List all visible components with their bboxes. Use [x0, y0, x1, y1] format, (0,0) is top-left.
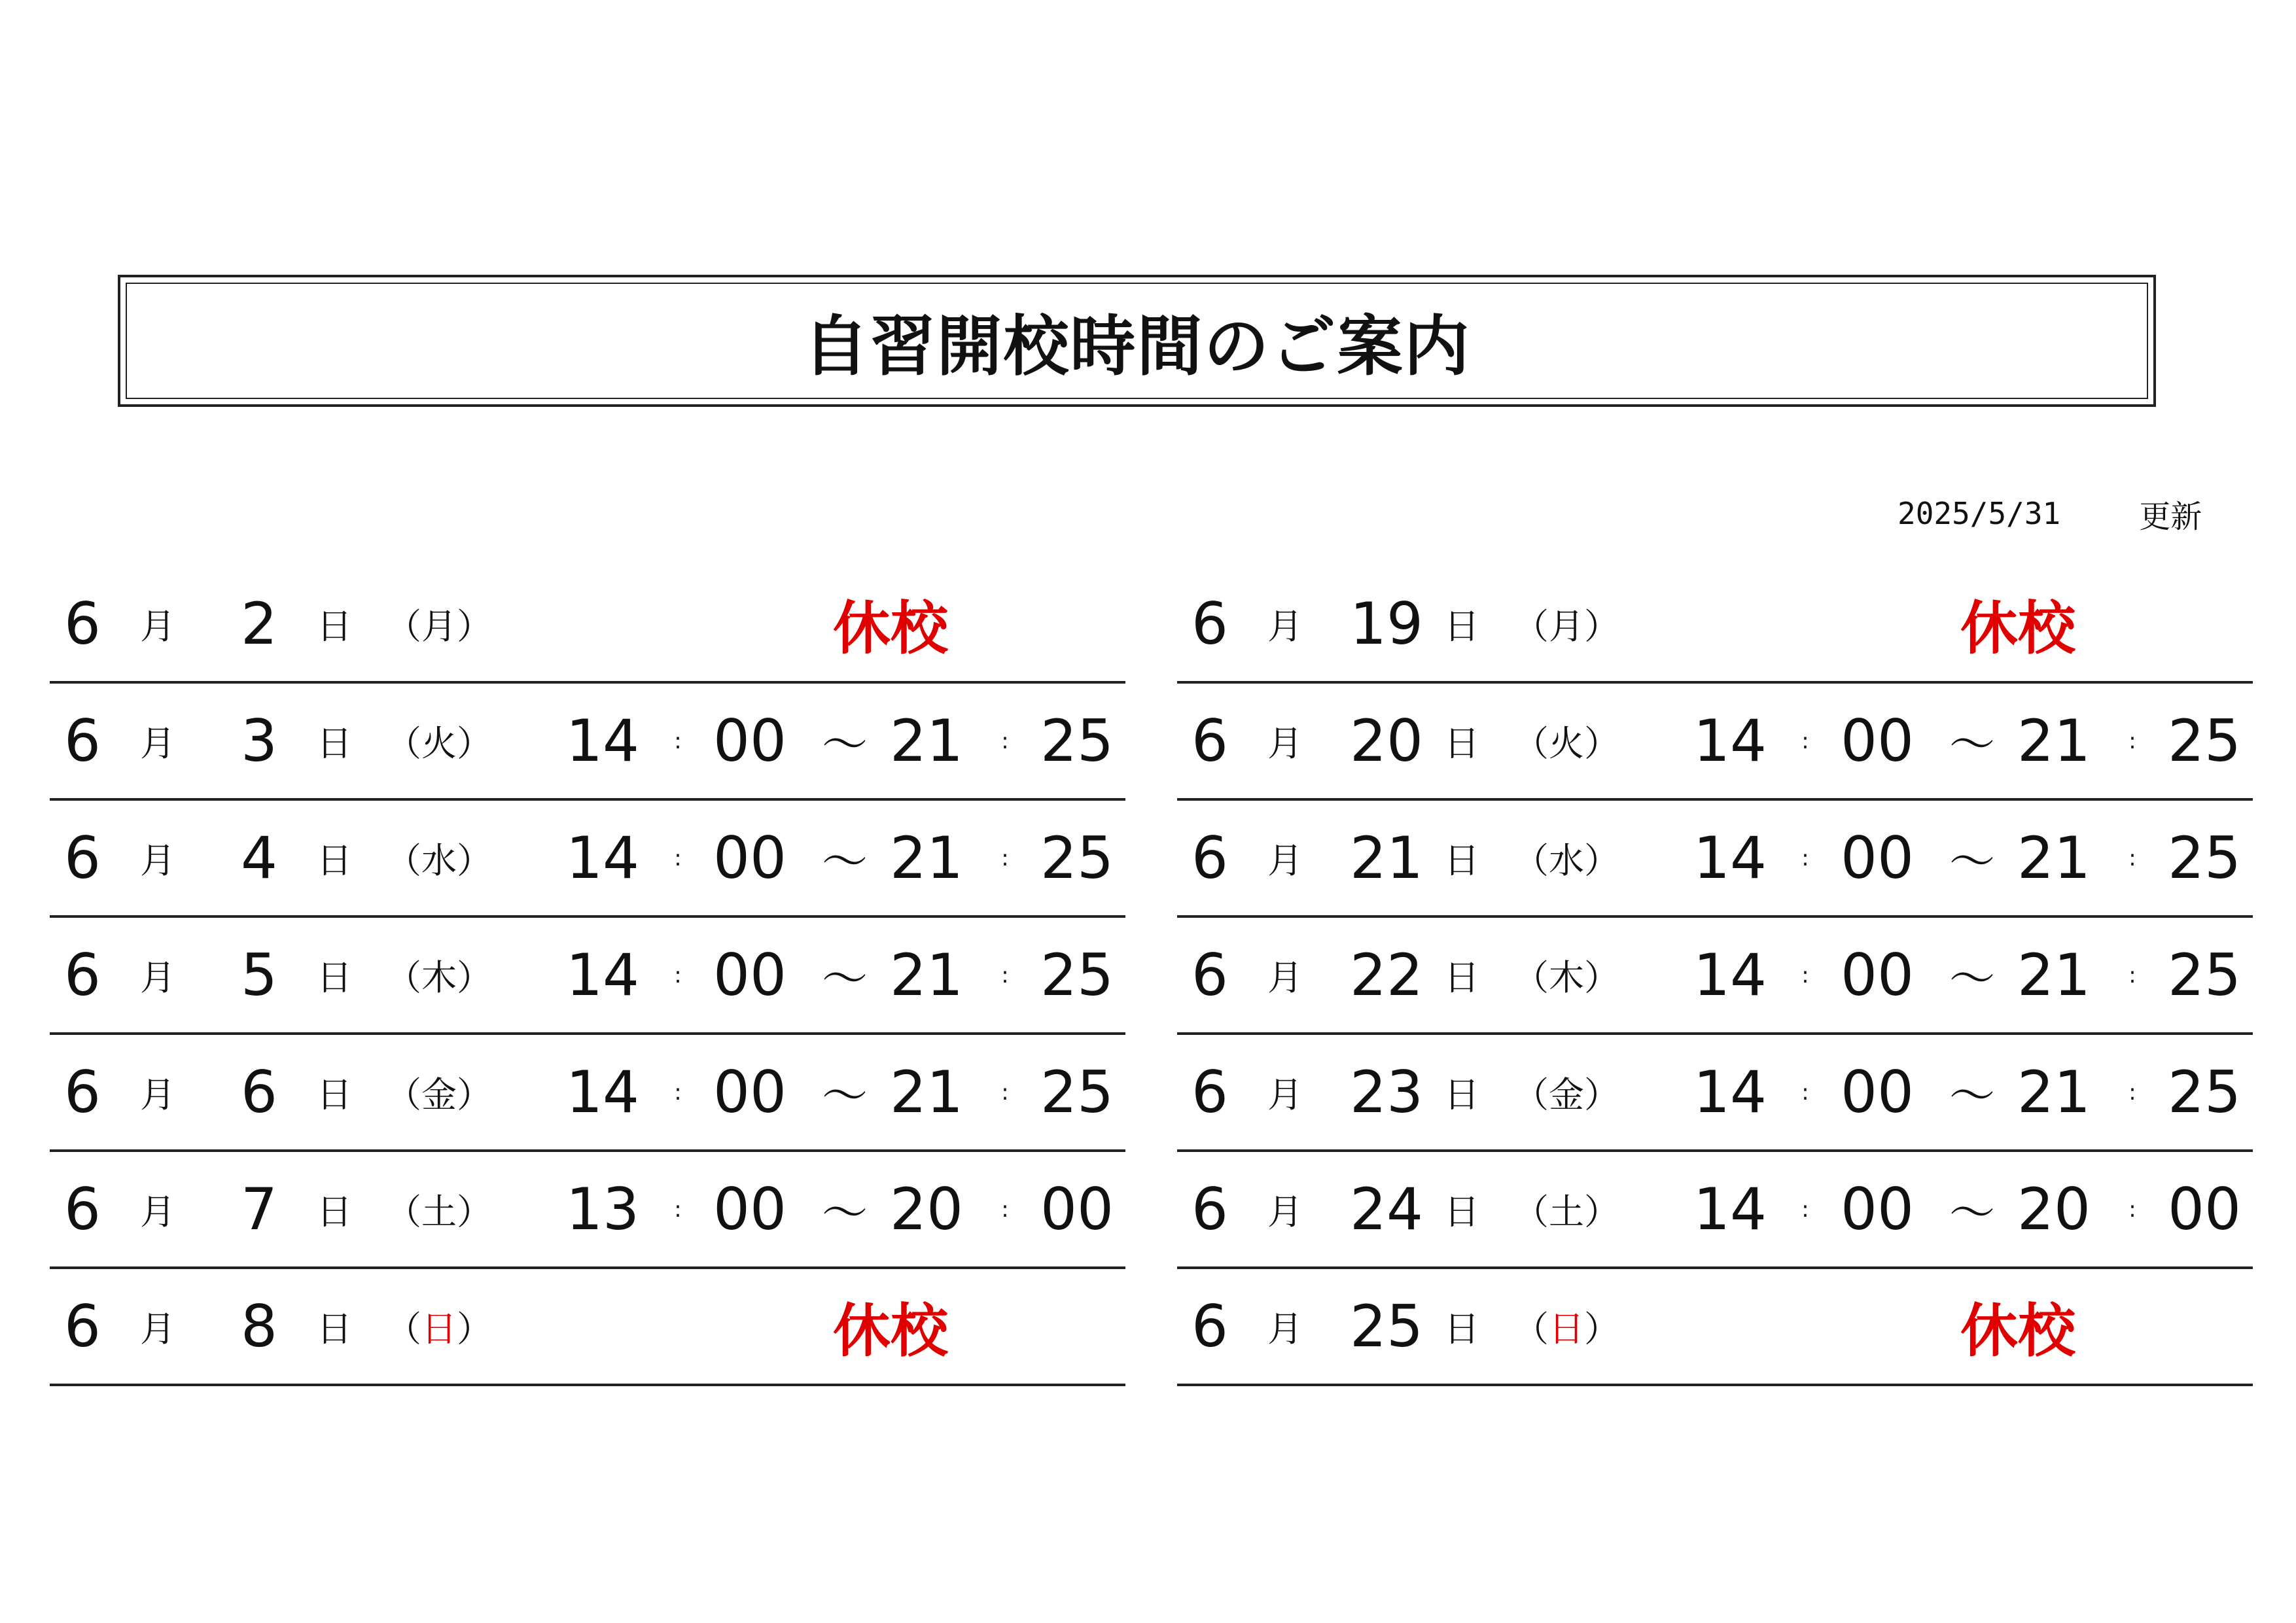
range-tilde: ～ — [822, 718, 868, 771]
day-number: 23 — [1350, 1058, 1423, 1126]
closed-label: 休校 — [1960, 1297, 2075, 1365]
schedule-column-left — [50, 567, 1125, 1386]
weekday — [1508, 1269, 1625, 1384]
range-tilde: ～ — [1949, 1186, 1995, 1240]
time-separator: : — [1001, 1196, 1009, 1223]
weekday-open-paren: （ — [1513, 1191, 1549, 1232]
time-separator: : — [1801, 962, 1809, 988]
month-unit: 月 — [140, 1074, 175, 1115]
weekday-open-paren: （ — [1513, 1074, 1549, 1115]
weekday-close-paren: ） — [457, 1074, 492, 1115]
start-minute: 00 — [713, 1058, 786, 1126]
weekday-close-paren: ） — [457, 1308, 492, 1350]
title-box — [118, 275, 2156, 407]
closed-label: 休校 — [832, 594, 948, 662]
time-separator: : — [1001, 845, 1009, 871]
start-minute: 00 — [1841, 824, 1914, 892]
month-unit: 月 — [140, 840, 175, 881]
schedule-row — [1177, 1152, 2253, 1269]
day-unit: 日 — [1444, 957, 1479, 998]
day-number: 3 — [241, 707, 277, 775]
month-unit: 月 — [1267, 606, 1303, 647]
weekday-label: 月 — [1549, 606, 1584, 647]
weekday-open-paren: （ — [386, 1074, 421, 1115]
closed-label: 休校 — [1960, 594, 2075, 662]
month-unit: 月 — [140, 723, 175, 764]
weekday-open-paren: （ — [1513, 1308, 1549, 1350]
end-minute: 25 — [2168, 707, 2241, 775]
end-minute: 25 — [1040, 707, 1114, 775]
weekday — [1508, 801, 1625, 915]
weekday-open-paren: （ — [1513, 840, 1549, 881]
weekday-close-paren: ） — [1584, 1308, 1619, 1350]
end-minute: 25 — [1040, 941, 1114, 1009]
day-number: 6 — [241, 1058, 277, 1126]
day-unit: 日 — [317, 840, 352, 881]
weekday-label: 金 — [1549, 1074, 1584, 1115]
schedule-row — [1177, 567, 2253, 684]
title-inner-frame — [126, 283, 2148, 399]
end-minute: 00 — [2168, 1176, 2241, 1243]
day-number: 7 — [241, 1176, 277, 1243]
end-hour: 21 — [890, 707, 963, 775]
schedule-row — [1177, 1035, 2253, 1152]
start-hour: 13 — [566, 1176, 639, 1243]
day-number: 4 — [241, 824, 277, 892]
month-number: 6 — [64, 707, 101, 775]
weekday-label: 水 — [421, 840, 457, 881]
time-separator: : — [1801, 1196, 1809, 1223]
weekday-label: 月 — [421, 606, 457, 647]
day-number: 22 — [1350, 941, 1423, 1009]
time-separator: : — [674, 1079, 682, 1106]
schedule-row — [50, 1152, 1125, 1269]
weekday-label: 金 — [421, 1074, 457, 1115]
month-unit: 月 — [140, 957, 175, 998]
weekday-open-paren: （ — [386, 1191, 421, 1232]
start-hour: 14 — [1693, 941, 1767, 1009]
weekday — [380, 918, 498, 1032]
end-hour: 21 — [890, 824, 963, 892]
start-hour: 14 — [566, 824, 639, 892]
weekday — [380, 1152, 498, 1266]
day-unit: 日 — [1444, 1074, 1479, 1115]
range-tilde: ～ — [822, 1069, 868, 1123]
weekday-close-paren: ） — [1584, 957, 1619, 998]
weekday-label: 水 — [1549, 840, 1584, 881]
weekday-open-paren: （ — [1513, 957, 1549, 998]
weekday-open-paren: （ — [386, 606, 421, 647]
month-number: 6 — [64, 1293, 101, 1360]
schedule-row — [50, 1269, 1125, 1386]
month-unit: 月 — [1267, 1308, 1303, 1350]
weekday — [1508, 918, 1625, 1032]
end-hour: 21 — [890, 1058, 963, 1126]
start-hour: 14 — [1693, 1058, 1767, 1126]
month-number: 6 — [1192, 707, 1228, 775]
weekday-label: 木 — [1549, 957, 1584, 998]
range-tilde: ～ — [1949, 835, 1995, 888]
start-minute: 00 — [1841, 1058, 1914, 1126]
time-separator: : — [2128, 1196, 2136, 1223]
weekday-label: 火 — [1549, 723, 1584, 764]
weekday-close-paren: ） — [457, 840, 492, 881]
weekday-open-paren: （ — [386, 957, 421, 998]
day-number: 25 — [1350, 1293, 1423, 1360]
end-minute: 25 — [2168, 1058, 2241, 1126]
time-separator: : — [1801, 727, 1809, 754]
end-hour: 20 — [2017, 1176, 2091, 1243]
weekday-close-paren: ） — [457, 957, 492, 998]
day-number: 21 — [1350, 824, 1423, 892]
weekday-open-paren: （ — [386, 1308, 421, 1350]
end-hour: 21 — [2017, 824, 2091, 892]
weekday-close-paren: ） — [457, 1191, 492, 1232]
start-hour: 14 — [566, 941, 639, 1009]
time-separator: : — [2128, 845, 2136, 871]
weekday-close-paren: ） — [457, 723, 492, 764]
day-number: 19 — [1350, 590, 1423, 657]
time-separator: : — [1001, 1079, 1009, 1106]
end-hour: 20 — [890, 1176, 963, 1243]
range-tilde: ～ — [822, 835, 868, 888]
weekday-close-paren: ） — [1584, 1191, 1619, 1232]
start-minute: 00 — [713, 941, 786, 1009]
start-minute: 00 — [713, 824, 786, 892]
time-separator: : — [1001, 727, 1009, 754]
range-tilde: ～ — [1949, 952, 1995, 1005]
day-unit: 日 — [317, 957, 352, 998]
month-number: 6 — [1192, 941, 1228, 1009]
start-hour: 14 — [1693, 1176, 1767, 1243]
end-hour: 21 — [2017, 941, 2091, 1009]
day-number: 8 — [241, 1293, 277, 1360]
page-title: 自習開校時間のご案内 — [803, 308, 1471, 385]
time-separator: : — [1001, 962, 1009, 988]
start-hour: 14 — [1693, 824, 1767, 892]
schedule-column-right — [1177, 567, 2253, 1386]
end-hour: 21 — [2017, 1058, 2091, 1126]
start-hour: 14 — [566, 707, 639, 775]
weekday — [1508, 1152, 1625, 1266]
schedule-row — [1177, 684, 2253, 801]
weekday-open-paren: （ — [386, 723, 421, 764]
weekday-close-paren: ） — [1584, 1074, 1619, 1115]
time-separator: : — [674, 727, 682, 754]
updated-date: 2025/5/31 — [1898, 496, 2061, 531]
schedule-row — [50, 1035, 1125, 1152]
end-minute: 25 — [2168, 824, 2241, 892]
month-number: 6 — [1192, 1176, 1228, 1243]
weekday-label: 土 — [1549, 1191, 1584, 1232]
start-hour: 14 — [1693, 707, 1767, 775]
start-minute: 00 — [713, 1176, 786, 1243]
weekday-close-paren: ） — [1584, 840, 1619, 881]
month-unit: 月 — [1267, 957, 1303, 998]
month-unit: 月 — [140, 606, 175, 647]
month-number: 6 — [64, 824, 101, 892]
weekday — [1508, 567, 1625, 681]
weekday-label: 土 — [421, 1191, 457, 1232]
month-unit: 月 — [1267, 1074, 1303, 1115]
day-unit: 日 — [1444, 1308, 1479, 1350]
start-minute: 00 — [713, 707, 786, 775]
range-tilde: ～ — [822, 952, 868, 1005]
end-hour: 21 — [2017, 707, 2091, 775]
day-unit: 日 — [1444, 723, 1479, 764]
schedule-row — [50, 918, 1125, 1035]
range-tilde: ～ — [1949, 1069, 1995, 1123]
time-separator: : — [674, 962, 682, 988]
weekday — [380, 1269, 498, 1384]
closed-label: 休校 — [832, 1297, 948, 1365]
day-unit: 日 — [317, 1074, 352, 1115]
day-number: 20 — [1350, 707, 1423, 775]
end-hour: 21 — [890, 941, 963, 1009]
end-minute: 25 — [1040, 824, 1114, 892]
month-number: 6 — [64, 941, 101, 1009]
month-number: 6 — [64, 590, 101, 657]
month-unit: 月 — [140, 1308, 175, 1350]
updated-note — [1898, 491, 2238, 536]
start-hour: 14 — [566, 1058, 639, 1126]
weekday — [1508, 1035, 1625, 1149]
weekday-label: 木 — [421, 957, 457, 998]
schedule-row — [1177, 1269, 2253, 1386]
day-number: 24 — [1350, 1176, 1423, 1243]
weekday — [380, 801, 498, 915]
weekday-label: 日 — [1549, 1308, 1584, 1350]
end-minute: 00 — [1040, 1176, 1114, 1243]
time-separator: : — [2128, 962, 2136, 988]
weekday — [380, 567, 498, 681]
weekday-open-paren: （ — [1513, 606, 1549, 647]
weekday — [380, 1035, 498, 1149]
start-minute: 00 — [1841, 1176, 1914, 1243]
day-unit: 日 — [317, 723, 352, 764]
time-separator: : — [2128, 727, 2136, 754]
time-separator: : — [674, 845, 682, 871]
time-separator: : — [2128, 1079, 2136, 1106]
month-unit: 月 — [1267, 840, 1303, 881]
month-unit: 月 — [1267, 1191, 1303, 1232]
weekday — [380, 684, 498, 798]
range-tilde: ～ — [822, 1186, 868, 1240]
month-number: 6 — [64, 1058, 101, 1126]
month-number: 6 — [64, 1176, 101, 1243]
start-minute: 00 — [1841, 941, 1914, 1009]
weekday-close-paren: ） — [1584, 723, 1619, 764]
month-unit: 月 — [140, 1191, 175, 1232]
time-separator: : — [674, 1196, 682, 1223]
schedule-row — [1177, 918, 2253, 1035]
month-number: 6 — [1192, 824, 1228, 892]
month-number: 6 — [1192, 590, 1228, 657]
weekday-close-paren: ） — [457, 606, 492, 647]
day-unit: 日 — [1444, 606, 1479, 647]
month-unit: 月 — [1267, 723, 1303, 764]
month-number: 6 — [1192, 1293, 1228, 1360]
day-unit: 日 — [1444, 1191, 1479, 1232]
day-unit: 日 — [317, 606, 352, 647]
schedule-row — [1177, 801, 2253, 918]
end-minute: 25 — [2168, 941, 2241, 1009]
day-number: 5 — [241, 941, 277, 1009]
time-separator: : — [1801, 845, 1809, 871]
schedule-row — [50, 801, 1125, 918]
weekday-label: 火 — [421, 723, 457, 764]
weekday-label: 日 — [421, 1308, 457, 1350]
day-number: 2 — [241, 590, 277, 657]
range-tilde: ～ — [1949, 718, 1995, 771]
end-minute: 25 — [1040, 1058, 1114, 1126]
schedule-row — [50, 684, 1125, 801]
month-number: 6 — [1192, 1058, 1228, 1126]
schedule-row — [50, 567, 1125, 684]
day-unit: 日 — [1444, 840, 1479, 881]
time-separator: : — [1801, 1079, 1809, 1106]
start-minute: 00 — [1841, 707, 1914, 775]
weekday — [1508, 684, 1625, 798]
weekday-open-paren: （ — [1513, 723, 1549, 764]
day-unit: 日 — [317, 1308, 352, 1350]
updated-label: 更新 — [2139, 498, 2202, 535]
weekday-close-paren: ） — [1584, 606, 1619, 647]
day-unit: 日 — [317, 1191, 352, 1232]
weekday-open-paren: （ — [386, 840, 421, 881]
